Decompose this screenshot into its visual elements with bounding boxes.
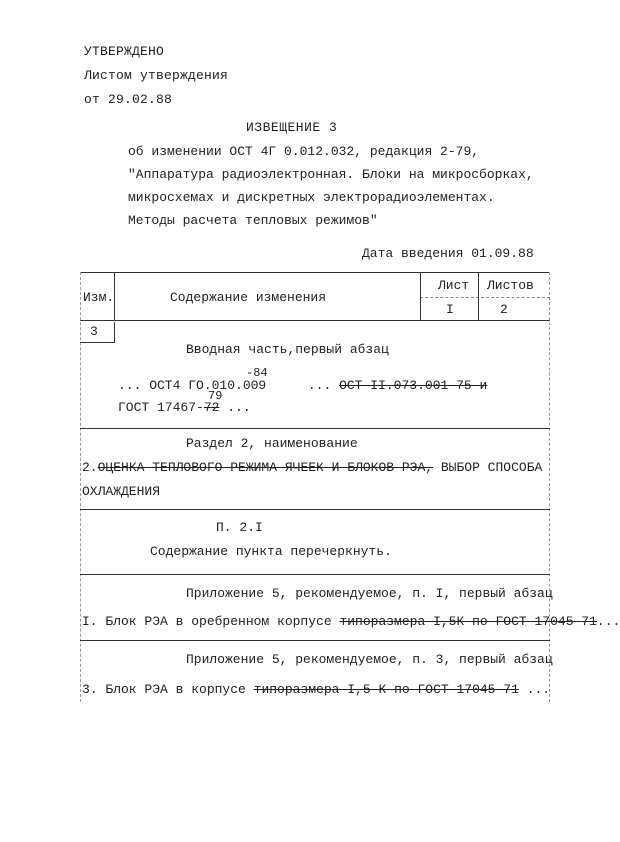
section1-line2-end: ... xyxy=(219,400,251,415)
section4-line-struck: типоразмера I,5К по ГОСТ 17045-71 xyxy=(339,614,597,629)
section2-line1-end: ВЫБОР СПОСОБА xyxy=(433,460,543,475)
table-col2-divider xyxy=(420,272,421,320)
table-col3-divider xyxy=(478,272,479,320)
notice-line4: Методы расчета тепловых режимов" xyxy=(128,213,378,228)
col-header-sheet: Лист xyxy=(438,278,470,293)
notice-line3: микросхемах и дискретных электрорадиоэлементах. xyxy=(128,190,495,205)
approval-line2: Листом утверждения xyxy=(84,68,229,83)
section1-sup-year: -84 xyxy=(246,366,268,380)
section1-sup-79: 79 xyxy=(208,389,223,403)
section2-bottom-rule xyxy=(80,509,550,510)
section5-line-start: 3. Блок РЭА в корпусе xyxy=(82,682,254,697)
table-header-split-rule xyxy=(420,297,550,298)
table-right-border xyxy=(549,272,550,702)
section3-heading: П. 2.I xyxy=(216,520,263,535)
approval-line1: УТВЕРЖДЕНО xyxy=(84,44,165,59)
notice-line1: об изменении ОСТ 4Г 0.012.032, редакция 2-79, xyxy=(128,144,480,159)
section1-line2 xyxy=(118,400,251,415)
section1-line2-struck: 72 xyxy=(203,400,220,415)
section2-heading: Раздел 2, наименование xyxy=(186,436,358,451)
notice-line2: "Аппаратура радиоэлектронная. Блоки на микросборках, xyxy=(128,167,534,182)
section4-line-start: I. Блок РЭА в оребренном корпусе xyxy=(82,614,340,629)
section5-line-end: ... xyxy=(518,682,551,697)
section3-text: Содержание пункта перечеркнуть. xyxy=(150,544,392,559)
notice-title: ИЗВЕЩЕНИЕ 3 xyxy=(246,120,338,135)
section1-bottom-rule xyxy=(80,428,550,429)
col-header-change: Изм. xyxy=(83,290,115,305)
change-number: 3 xyxy=(90,324,98,339)
section5-line-struck: типоразмера I,5 К по ГОСТ 17045-71 xyxy=(253,682,519,697)
section4-bottom-rule xyxy=(80,640,550,641)
table-header-bottom-rule xyxy=(80,320,550,321)
section2-line1 xyxy=(82,460,542,475)
section5-heading: Приложение 5, рекомендуемое, п. 3, первый абзац xyxy=(186,652,553,667)
section1-line1-ellipsis: ... xyxy=(307,378,332,393)
section5-line xyxy=(82,682,550,697)
section4-line xyxy=(82,614,620,629)
intro-date: Дата введения 01.09.88 xyxy=(362,246,534,261)
section1-line1-struck: ОСТ II.073.001-75 и xyxy=(339,378,488,393)
section1-heading: Вводная часть,первый абзац xyxy=(186,342,389,357)
section3-bottom-rule xyxy=(80,574,550,575)
approval-date: от 29.02.88 xyxy=(84,92,173,107)
section1-line2-start: ГОСТ 17467- xyxy=(118,400,204,415)
section2-line1-struck: ОЦЕНКА ТЕПЛОВОГО РЕЖИМА ЯЧЕЕК И БЛОКОВ РЭА, xyxy=(97,460,434,475)
table-top-rule xyxy=(80,272,550,273)
section1-line1-start: ... ОСТ4 ГО.010.009 xyxy=(118,378,267,393)
col-header-sheets: Листов xyxy=(487,278,534,293)
section2-line2: ОХЛАЖДЕНИЯ xyxy=(82,484,161,499)
section4-line-end: ... xyxy=(596,614,620,629)
section1-line1 xyxy=(118,378,487,393)
sheets-total: 2 xyxy=(500,302,508,317)
col-header-content: Содержание изменения xyxy=(170,290,327,305)
section4-heading: Приложение 5, рекомендуемое, п. I, первый абзац xyxy=(186,586,553,601)
section2-line1-start: 2. xyxy=(82,460,98,475)
sheet-number: I xyxy=(446,302,454,317)
